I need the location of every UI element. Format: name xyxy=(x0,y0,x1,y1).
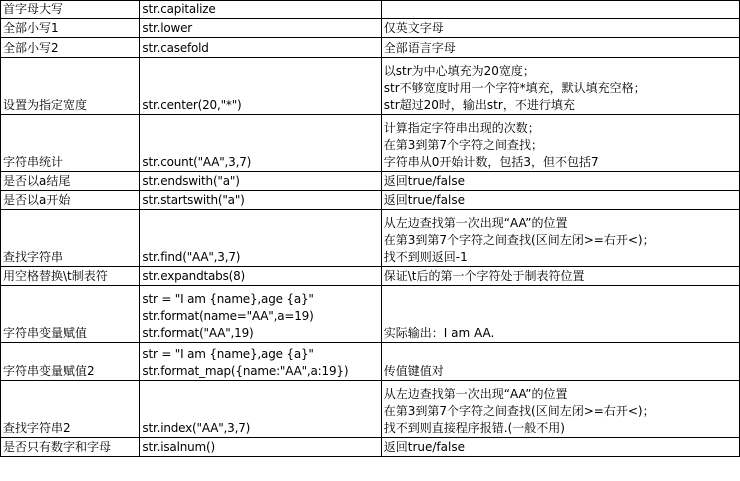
cell-name[interactable]: 全部小写2 xyxy=(1,38,140,58)
cell-code[interactable] xyxy=(140,1,381,19)
desc-line: 全部语言字母 xyxy=(383,41,456,55)
cell-code[interactable] xyxy=(140,438,381,457)
code-line: str.find("AA",3,7) xyxy=(142,250,241,264)
code-line: str.format_map({name:"AA",a:19}) xyxy=(142,364,349,378)
code-line: str = "I am {name},age {a}" xyxy=(142,347,314,361)
table-row xyxy=(1,438,740,457)
cell-code[interactable] xyxy=(140,38,381,58)
cell-desc[interactable] xyxy=(381,438,739,457)
table-row xyxy=(1,267,740,286)
cell-code[interactable] xyxy=(140,267,381,286)
code-line: str.format("AA",19) xyxy=(142,326,254,340)
desc-line: 在第3到第7个字符之间查找(区间左闭>=右开<)； xyxy=(383,404,655,418)
desc-line: 保证\t后的第一个字符处于制表符位置 xyxy=(383,269,585,283)
cell-code[interactable] xyxy=(140,381,381,438)
cell-name[interactable]: 是否以a结尾 xyxy=(1,172,140,191)
desc-line: str超过20时，输出str，不进行填充 xyxy=(383,98,575,112)
cell-name[interactable]: 字符串统计 xyxy=(1,115,140,172)
desc-line: 字符串从0开始计数，包括3，但不包括7 xyxy=(383,155,599,169)
cell-desc[interactable] xyxy=(381,172,739,191)
table-row xyxy=(1,381,740,438)
desc-line: 返回true/false xyxy=(383,440,465,454)
cell-desc[interactable] xyxy=(381,381,739,438)
desc-line: 实际输出：I am AA. xyxy=(383,326,495,340)
desc-line: 从左边查找第一次出现“AA”的位置 xyxy=(383,216,568,230)
cell-desc[interactable] xyxy=(381,115,739,172)
table-row xyxy=(1,191,740,210)
cell-name[interactable]: 字符串变量赋值2 xyxy=(1,343,140,381)
desc-line: 找不到则返回-1 xyxy=(383,250,468,264)
desc-line: 返回true/false xyxy=(383,193,465,207)
code-line: str.center(20,"*") xyxy=(142,98,242,112)
cell-code[interactable] xyxy=(140,115,381,172)
table-row xyxy=(1,172,740,191)
code-line: str.capitalize xyxy=(142,2,216,16)
cell-desc[interactable] xyxy=(381,1,739,19)
table-row xyxy=(1,210,740,267)
desc-line: 从左边查找第一次出现“AA”的位置 xyxy=(383,387,568,401)
table-row xyxy=(1,286,740,343)
cell-name[interactable]: 首字母大写 xyxy=(1,1,140,19)
code-line: str.lower xyxy=(142,21,193,35)
code-line: str.format(name="AA",a=19) xyxy=(142,309,314,323)
table-row xyxy=(1,58,740,115)
desc-line: 在第3到第7个字符之间查找； xyxy=(383,138,544,152)
cell-desc[interactable] xyxy=(381,191,739,210)
cell-desc[interactable] xyxy=(381,286,739,343)
cell-name[interactable]: 查找字符串 xyxy=(1,210,140,267)
desc-line xyxy=(384,1,737,18)
cell-desc[interactable] xyxy=(381,210,739,267)
cell-name[interactable]: 用空格替换\t制表符 xyxy=(1,267,140,286)
cell-name[interactable]: 字符串变量赋值 xyxy=(1,286,140,343)
desc-line: 返回true/false xyxy=(383,174,465,188)
cell-desc[interactable] xyxy=(381,267,739,286)
table-row xyxy=(1,115,740,172)
desc-line: str不够宽度时用一个字符*填充，默认填充空格； xyxy=(383,81,646,95)
table-row xyxy=(1,38,740,58)
table-row xyxy=(1,1,740,19)
table-body xyxy=(1,1,740,457)
code-line: str.expandtabs(8) xyxy=(142,269,246,283)
table-row xyxy=(1,19,740,38)
desc-line: 在第3到第7个字符之间查找(区间左闭>=右开<)； xyxy=(383,233,655,247)
cell-code[interactable] xyxy=(140,19,381,38)
cell-code[interactable] xyxy=(140,58,381,115)
cell-desc[interactable] xyxy=(381,38,739,58)
cell-name[interactable]: 设置为指定宽度 xyxy=(1,58,140,115)
desc-line: 找不到则直接程序报错.(一般不用) xyxy=(383,421,565,435)
cell-code[interactable] xyxy=(140,343,381,381)
code-line: str.index("AA",3,7) xyxy=(142,421,251,435)
cell-name[interactable]: 是否只有数字和字母 xyxy=(1,438,140,457)
cell-name[interactable]: 全部小写1 xyxy=(1,19,140,38)
code-line: str.count("AA",3,7) xyxy=(142,155,252,169)
cell-code[interactable] xyxy=(140,210,381,267)
desc-line: 以str为中心填充为20宽度； xyxy=(383,64,535,78)
cell-name[interactable]: 查找字符串2 xyxy=(1,381,140,438)
cell-desc[interactable] xyxy=(381,343,739,381)
code-line: str.isalnum() xyxy=(142,440,215,454)
cell-code[interactable] xyxy=(140,172,381,191)
desc-line: 仅英文字母 xyxy=(383,21,444,35)
desc-line: 计算指定字符串出现的次数； xyxy=(383,121,540,135)
code-line: str.casefold xyxy=(142,41,209,55)
cell-desc[interactable] xyxy=(381,58,739,115)
cell-code[interactable] xyxy=(140,191,381,210)
desc-line: 传值键值对 xyxy=(383,364,444,378)
code-line: str.startswith("a") xyxy=(142,193,245,207)
cell-desc[interactable] xyxy=(381,19,739,38)
cell-code[interactable] xyxy=(140,286,381,343)
table-row xyxy=(1,343,740,381)
code-line: str.endswith("a") xyxy=(142,174,240,188)
code-line: str = "I am {name},age {a}" xyxy=(142,292,314,306)
cell-name[interactable]: 是否以a开始 xyxy=(1,191,140,210)
